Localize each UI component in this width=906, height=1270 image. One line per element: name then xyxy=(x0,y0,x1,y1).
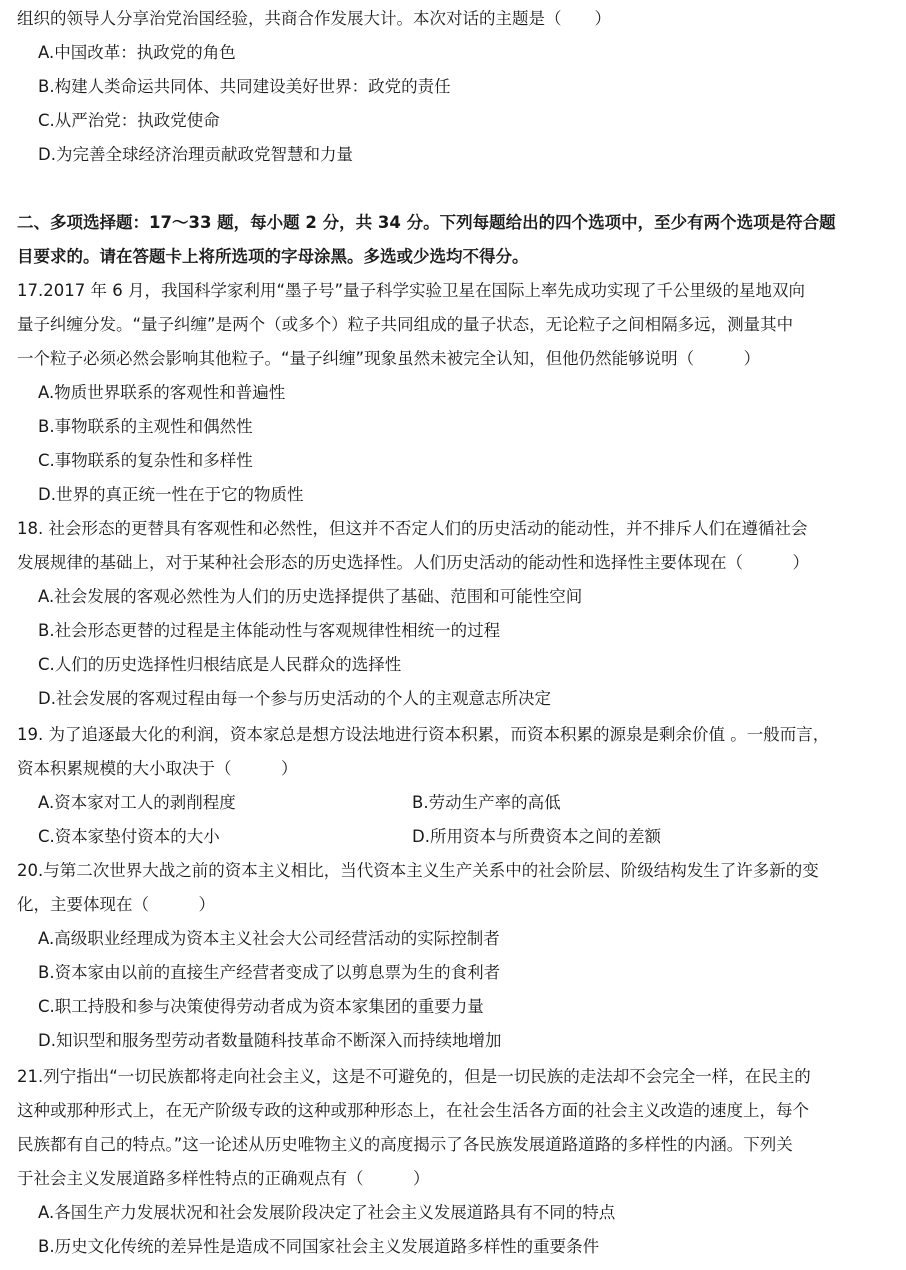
q17-option-d: D.世界的真正统一性在于它的物质性 xyxy=(38,485,304,504)
q19-option-a: A.资本家对工人的剥削程度 xyxy=(38,793,236,812)
section2-heading-line-2: 目要求的。请在答题卡上将所选项的字母涂黑。多选或少选均不得分。 xyxy=(17,247,529,266)
q21-option-b: B.历史文化传统的差异性是造成不同国家社会主义发展道路多样性的重要条件 xyxy=(38,1237,600,1256)
q18-stem-line-2: 发展规律的基础上，对于某种社会形态的历史选择性。人们历史活动的能动性和选择性主要体现在（ ） xyxy=(17,553,809,572)
q17-stem-line-3: 一个粒子必须必然会影响其他粒子。“量子纠缠”现象虽然未被完全认知，但他仍然能够说明（ ） xyxy=(17,349,761,368)
q17-stem-line-2: 量子纠缠分发。“量子纠缠”是两个（或多个）粒子共同组成的量子状态，无论粒子之间相隔多远，测量其中 xyxy=(17,315,794,334)
q20-option-a: A.高级职业经理成为资本主义社会大公司经营活动的实际控制者 xyxy=(38,929,500,948)
q19-option-b: B.劳动生产率的高低 xyxy=(412,793,561,812)
q16-option-b: B.构建人类命运共同体、共同建设美好世界：政党的责任 xyxy=(38,77,451,96)
q20-stem-line-1: 20.与第二次世界大战之前的资本主义相比，当代资本主义生产关系中的社会阶层、阶级结构发生了许多新的变 xyxy=(17,861,819,880)
q18-option-d: D.社会发展的客观过程由每一个参与历史活动的个人的主观意志所决定 xyxy=(38,689,551,708)
q16-option-c: C.从严治党：执政党使命 xyxy=(38,111,220,130)
q17-option-c: C.事物联系的复杂性和多样性 xyxy=(38,451,253,470)
q21-option-a: A.各国生产力发展状况和社会发展阶段决定了社会主义发展道路具有不同的特点 xyxy=(38,1203,616,1222)
q21-stem-line-2: 这种或那种形式上，在无产阶级专政的这种或那种形态上，在社会生活各方面的社会主义改造的速度上，每个 xyxy=(17,1101,809,1120)
q18-option-a: A.社会发展的客观必然性为人们的历史选择提供了基础、范围和可能性空间 xyxy=(38,587,583,606)
q19-option-d: D.所用资本与所费资本之间的差额 xyxy=(412,827,661,846)
q17-stem-line-1: 17.2017 年 6 月，我国科学家利用“墨子号”量子科学实验卫星在国际上率先成功实现了千公里级的星地双向 xyxy=(17,281,806,300)
q18-option-c: C.人们的历史选择性归根结底是人民群众的选择性 xyxy=(38,655,402,674)
q18-stem-line-1: 18. 社会形态的更替具有客观性和必然性，但这并不否定人们的历史活动的能动性，并不排斥人们在遵循社会 xyxy=(17,519,808,538)
section2-heading-line-1: 二、多项选择题：17～33 题，每小题 2 分，共 34 分。下列每题给出的四个选项中，至少有两个选项是符合题 xyxy=(17,213,836,232)
q19-option-c: C.资本家垫付资本的大小 xyxy=(38,827,220,846)
q20-option-d: D.知识型和服务型劳动者数量随科技革命不断深入而持续地增加 xyxy=(38,1031,502,1050)
q18-option-b: B.社会形态更替的过程是主体能动性与客观规律性相统一的过程 xyxy=(38,621,501,640)
q21-stem-line-4: 于社会主义发展道路多样性特点的正确观点有（ ） xyxy=(17,1169,430,1188)
q19-stem-line-1: 19. 为了追逐最大化的利润，资本家总是想方设法地进行资本积累，而资本积累的源泉是剩余价值 。一般而言， xyxy=(17,725,830,744)
q17-option-b: B.事物联系的主观性和偶然性 xyxy=(38,417,253,436)
q20-stem-line-2: 化，主要体现在（ ） xyxy=(17,895,215,914)
q20-option-b: B.资本家由以前的直接生产经营者变成了以剪息票为生的食利者 xyxy=(38,963,501,982)
q21-stem-line-1: 21.列宁指出“一切民族都将走向社会主义，这是不可避免的，但是一切民族的走法却不会完全一样，在民主的 xyxy=(17,1067,811,1086)
q16-option-d: D.为完善全球经济治理贡献政党智慧和力量 xyxy=(38,145,353,164)
q19-stem-line-2: 资本积累规模的大小取决于（ ） xyxy=(17,759,298,778)
q21-stem-line-3: 民族都有自己的特点。”这一论述从历史唯物主义的高度揭示了各民族发展道路道路的多样性的内涵。下列关 xyxy=(17,1135,793,1154)
q17-option-a: A.物质世界联系的客观性和普遍性 xyxy=(38,383,286,402)
q20-option-c: C.职工持股和参与决策使得劳动者成为资本家集团的重要力量 xyxy=(38,997,484,1016)
q16-option-a: A.中国改革：执政党的角色 xyxy=(38,43,236,62)
q16-stem: 组织的领导人分享治党治国经验，共商合作发展大计。本次对话的主题是（ ） xyxy=(17,9,611,28)
